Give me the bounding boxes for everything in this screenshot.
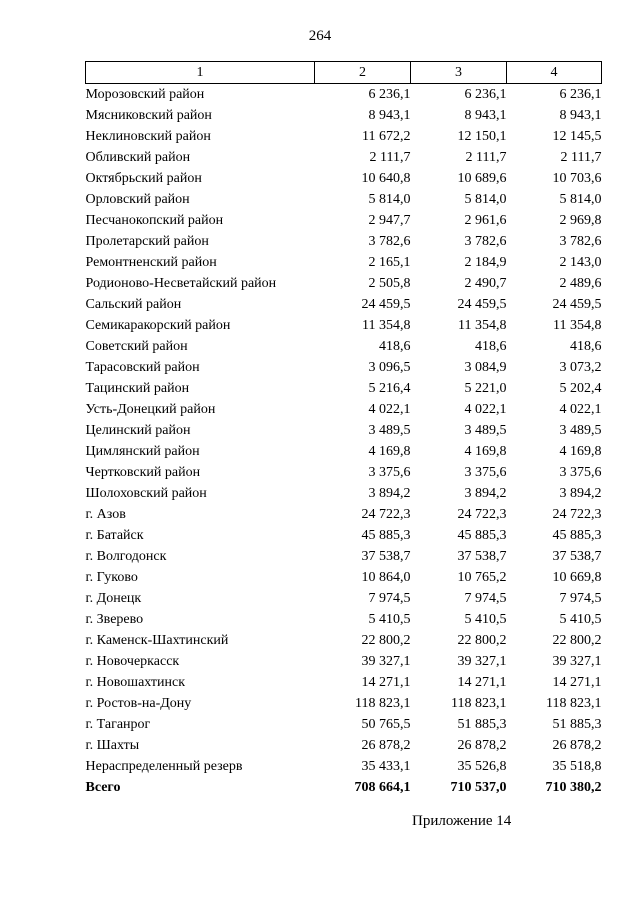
table-row (86, 525, 602, 546)
table-row (86, 714, 602, 735)
value-col-3: 3 894,2 (464, 486, 507, 501)
region-name: Обливский район (85, 150, 191, 165)
table-row (86, 567, 602, 588)
region-name: г. Ростов-на-Дону (85, 696, 192, 711)
value-col-3: 2 961,6 (464, 213, 507, 228)
total-label: Всего (85, 780, 121, 795)
page-number: 264 (308, 28, 332, 44)
region-name: Семикаракорский район (85, 318, 231, 333)
table-row (86, 630, 602, 651)
value-col-2: 3 894,2 (368, 486, 411, 501)
value-col-3: 5 410,5 (464, 612, 507, 627)
value-col-4: 35 518,8 (552, 759, 602, 774)
region-name: Пролетарский район (85, 234, 209, 249)
region-name: Сальский район (85, 297, 182, 312)
table-row (86, 546, 602, 567)
table-row (86, 441, 602, 462)
value-col-2: 11 672,2 (362, 129, 411, 144)
value-col-3: 4 022,1 (464, 402, 507, 417)
column-number-4: 4 (507, 62, 602, 84)
table-row (86, 693, 602, 714)
region-name: г. Донецк (85, 591, 142, 606)
value-col-3: 11 354,8 (458, 318, 507, 333)
value-col-4: 45 885,3 (552, 528, 602, 543)
total-row (86, 777, 602, 798)
appendix-label: Приложение 14 (412, 813, 512, 829)
value-col-4: 22 800,2 (552, 633, 602, 648)
value-col-2: 24 722,3 (361, 507, 411, 522)
table-row (86, 357, 602, 378)
value-col-3: 26 878,2 (457, 738, 507, 753)
value-col-3: 6 236,1 (464, 87, 507, 102)
value-col-3: 14 271,1 (457, 675, 507, 690)
region-name: Песчанокопский район (85, 213, 224, 228)
value-col-3: 51 885,3 (457, 717, 507, 732)
value-col-2: 418,6 (379, 339, 411, 354)
region-name: Тацинский район (85, 381, 190, 396)
column-number-2: 2 (315, 62, 411, 84)
total-value-2: 708 664,1 (354, 780, 411, 795)
table-row (86, 210, 602, 231)
value-col-4: 7 974,5 (559, 591, 602, 606)
value-col-3: 5 814,0 (464, 192, 507, 207)
value-col-2: 35 433,1 (361, 759, 411, 774)
value-col-4: 418,6 (570, 339, 602, 354)
value-col-3: 118 823,1 (451, 696, 507, 711)
column-number-3: 3 (411, 62, 507, 84)
value-col-3: 2 184,9 (464, 255, 507, 270)
table-row (86, 231, 602, 252)
value-col-2: 14 271,1 (361, 675, 411, 690)
value-col-2: 7 974,5 (368, 591, 411, 606)
region-name: г. Волгодонск (85, 549, 167, 564)
value-col-2: 4 169,8 (368, 444, 411, 459)
value-col-2: 118 823,1 (355, 696, 411, 711)
value-col-2: 3 096,5 (368, 360, 411, 375)
table-row (86, 189, 602, 210)
total-value-4: 710 380,2 (545, 780, 602, 795)
region-name: Мясниковский район (85, 108, 212, 123)
value-col-3: 10 765,2 (457, 570, 507, 585)
value-col-4: 4 169,8 (559, 444, 602, 459)
table-body (86, 84, 602, 778)
value-col-2: 39 327,1 (361, 654, 411, 669)
value-col-4: 26 878,2 (552, 738, 602, 753)
table-row (86, 252, 602, 273)
value-col-3: 3 084,9 (464, 360, 507, 375)
table-row (86, 126, 602, 147)
region-name: г. Зверево (85, 612, 144, 627)
value-col-2: 11 354,8 (362, 318, 411, 333)
region-name: Октябрьский район (85, 171, 202, 186)
table-row (86, 735, 602, 756)
value-col-4: 5 814,0 (559, 192, 602, 207)
value-col-2: 4 022,1 (368, 402, 411, 417)
region-name: Цимлянский район (85, 444, 200, 459)
region-name: Морозовский район (85, 87, 205, 102)
value-col-4: 14 271,1 (552, 675, 602, 690)
table-row (86, 756, 602, 777)
value-col-4: 8 943,1 (559, 108, 602, 123)
value-col-4: 3 375,6 (559, 465, 602, 480)
value-col-4: 24 722,3 (552, 507, 602, 522)
value-col-2: 10 640,8 (361, 171, 411, 186)
region-name: Советский район (85, 339, 188, 354)
column-number-row (86, 62, 602, 84)
table-row (86, 168, 602, 189)
table-row (86, 315, 602, 336)
table-row (86, 462, 602, 483)
value-col-2: 50 765,5 (361, 717, 411, 732)
table-row (86, 378, 602, 399)
table-row (86, 420, 602, 441)
value-col-4: 51 885,3 (552, 717, 602, 732)
value-col-4: 2 969,8 (559, 213, 602, 228)
value-col-4: 3 894,2 (559, 486, 602, 501)
value-col-3: 35 526,8 (457, 759, 507, 774)
value-col-4: 118 823,1 (546, 696, 602, 711)
region-name: Родионово-Несветайский район (85, 276, 277, 291)
value-col-2: 3 375,6 (368, 465, 411, 480)
value-col-4: 12 145,5 (552, 129, 602, 144)
region-name: г. Азов (85, 507, 126, 522)
value-col-2: 45 885,3 (361, 528, 411, 543)
value-col-2: 8 943,1 (368, 108, 411, 123)
table-row (86, 273, 602, 294)
value-col-3: 12 150,1 (457, 129, 507, 144)
total-value-3: 710 537,0 (450, 780, 507, 795)
table-row (86, 504, 602, 525)
table-row (86, 609, 602, 630)
value-col-4: 6 236,1 (559, 87, 602, 102)
value-col-4: 11 354,8 (553, 318, 602, 333)
value-col-4: 2 111,7 (560, 150, 602, 165)
region-name: Нераспределенный резерв (85, 759, 243, 774)
value-col-3: 7 974,5 (464, 591, 507, 606)
value-col-3: 2 490,7 (464, 276, 507, 291)
value-col-4: 4 022,1 (559, 402, 602, 417)
region-name: Ремонтненский район (85, 255, 217, 270)
value-col-2: 2 165,1 (368, 255, 411, 270)
value-col-2: 3 489,5 (368, 423, 411, 438)
table-row (86, 672, 602, 693)
value-col-4: 10 703,6 (552, 171, 602, 186)
table-row (86, 84, 602, 106)
value-col-2: 26 878,2 (361, 738, 411, 753)
value-col-3: 10 689,6 (457, 171, 507, 186)
value-col-2: 2 947,7 (368, 213, 411, 228)
value-col-2: 5 410,5 (368, 612, 411, 627)
value-col-4: 10 669,8 (552, 570, 602, 585)
table-row (86, 651, 602, 672)
value-col-3: 3 489,5 (464, 423, 507, 438)
value-col-2: 2 111,7 (369, 150, 411, 165)
value-col-3: 39 327,1 (457, 654, 507, 669)
value-col-3: 5 221,0 (464, 381, 507, 396)
region-name: г. Каменск-Шахтинский (85, 633, 229, 648)
value-col-3: 8 943,1 (464, 108, 507, 123)
region-name: Орловский район (85, 192, 190, 207)
region-name: г. Батайск (85, 528, 144, 543)
region-name: Шолоховский район (85, 486, 207, 501)
value-col-2: 10 864,0 (361, 570, 411, 585)
region-name: г. Таганрог (85, 717, 151, 732)
value-col-3: 4 169,8 (464, 444, 507, 459)
value-col-2: 2 505,8 (368, 276, 411, 291)
region-name: г. Гуково (85, 570, 138, 585)
value-col-3: 45 885,3 (457, 528, 507, 543)
value-col-4: 3 489,5 (559, 423, 602, 438)
region-name: Неклиновский район (85, 129, 211, 144)
value-col-2: 6 236,1 (368, 87, 411, 102)
value-col-4: 2 489,6 (559, 276, 602, 291)
value-col-4: 3 073,2 (559, 360, 602, 375)
value-col-4: 2 143,0 (559, 255, 602, 270)
value-col-3: 22 800,2 (457, 633, 507, 648)
table-row (86, 399, 602, 420)
value-col-2: 5 216,4 (368, 381, 411, 396)
table-row (86, 588, 602, 609)
value-col-4: 3 782,6 (559, 234, 602, 249)
region-name: Тарасовский район (85, 360, 200, 375)
value-col-4: 37 538,7 (552, 549, 602, 564)
value-col-3: 24 459,5 (457, 297, 507, 312)
value-col-2: 22 800,2 (361, 633, 411, 648)
value-col-4: 5 202,4 (559, 381, 602, 396)
value-col-2: 5 814,0 (368, 192, 411, 207)
value-col-3: 2 111,7 (465, 150, 507, 165)
region-name: г. Шахты (85, 738, 140, 753)
value-col-4: 5 410,5 (559, 612, 602, 627)
region-name: Целинский район (85, 423, 191, 438)
value-col-4: 39 327,1 (552, 654, 602, 669)
region-name: Усть-Донецкий район (85, 402, 216, 417)
value-col-4: 24 459,5 (552, 297, 602, 312)
value-col-3: 418,6 (475, 339, 507, 354)
table-row (86, 147, 602, 168)
value-col-3: 37 538,7 (457, 549, 507, 564)
region-name: г. Новошахтинск (85, 675, 186, 690)
table-row (86, 105, 602, 126)
value-col-2: 3 782,6 (368, 234, 411, 249)
region-name: г. Новочеркасск (85, 654, 180, 669)
value-col-2: 37 538,7 (361, 549, 411, 564)
value-col-3: 3 782,6 (464, 234, 507, 249)
table-row (86, 483, 602, 504)
value-col-3: 24 722,3 (457, 507, 507, 522)
region-name: Чертковский район (85, 465, 201, 480)
value-col-2: 24 459,5 (361, 297, 411, 312)
table-row (86, 294, 602, 315)
table-row (86, 336, 602, 357)
value-col-3: 3 375,6 (464, 465, 507, 480)
column-number-1: 1 (86, 62, 315, 84)
budget-table (85, 61, 602, 798)
